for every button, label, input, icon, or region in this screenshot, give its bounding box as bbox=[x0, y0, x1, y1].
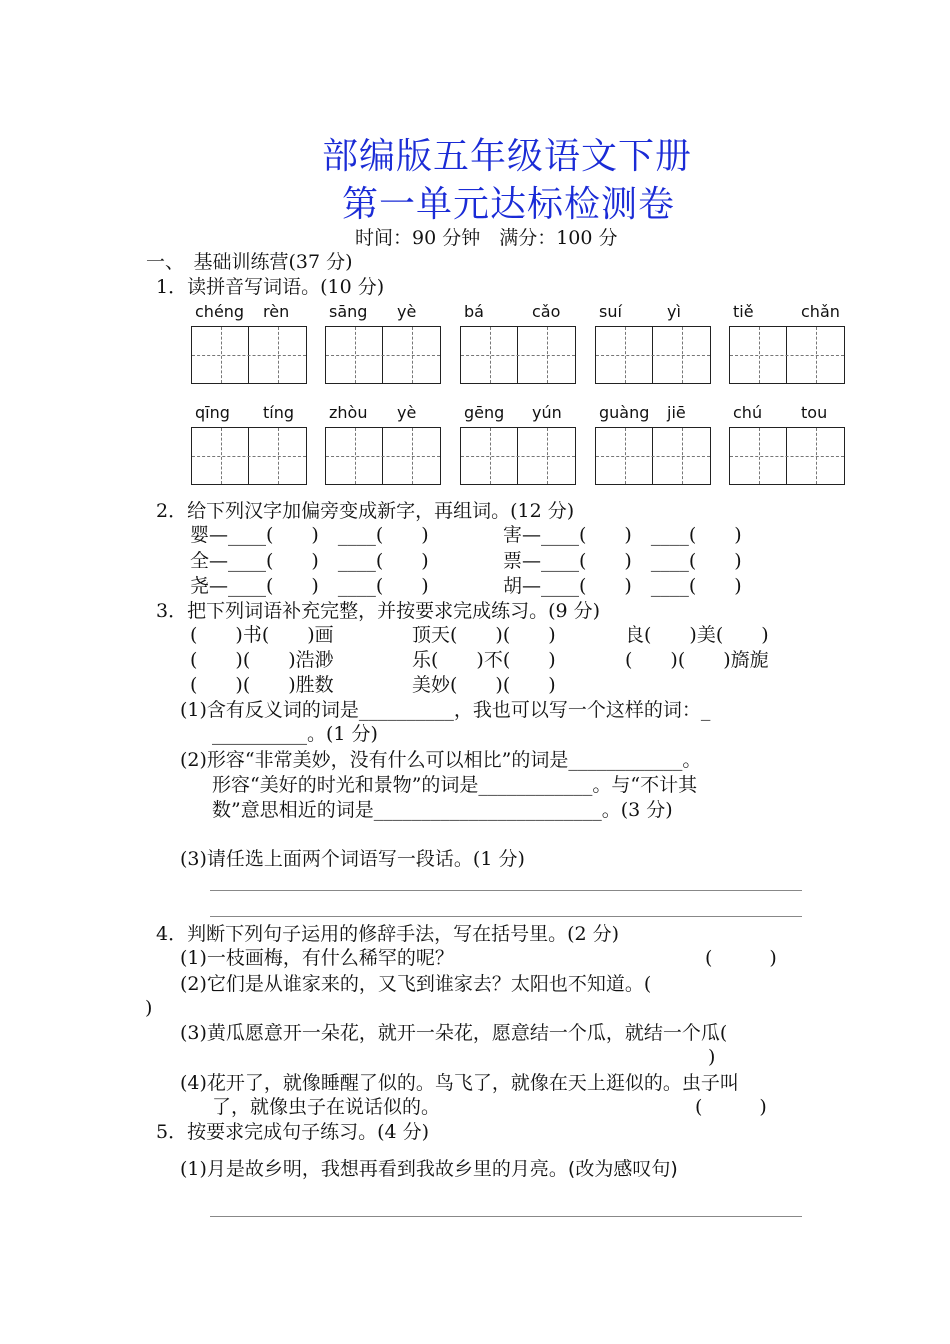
question-3-stem: 3．把下列词语补充完整，并按要求完成练习。(9 分) bbox=[156, 600, 601, 622]
question-5-stem: 5．按要求完成句子练习。(4 分) bbox=[156, 1121, 430, 1143]
pinyin-syllable: rèn bbox=[263, 302, 290, 321]
writing-grid-box[interactable] bbox=[729, 427, 845, 485]
grid-guide bbox=[682, 428, 683, 484]
pinyin-syllable: cǎo bbox=[532, 302, 561, 321]
grid-guide bbox=[625, 428, 626, 484]
exam-meta: 时间：90 分钟 满分：100 分 bbox=[355, 227, 618, 249]
pinyin-syllable: gēng bbox=[464, 403, 505, 422]
q3-sub1: (1)含有反义词的词是__________，我也可以写一个这样的词：_ bbox=[180, 699, 711, 721]
answer-paren[interactable]: ( ) bbox=[695, 1096, 767, 1118]
answer-paren[interactable]: ( ) bbox=[705, 947, 777, 969]
pinyin-syllable: yún bbox=[532, 403, 562, 422]
answer-paren-close: ) bbox=[708, 1046, 716, 1068]
radical-row: 胡—____( ) ____( ) bbox=[503, 575, 742, 597]
radical-row: 害—____( ) ____( ) bbox=[503, 524, 742, 546]
grid-guide bbox=[759, 428, 760, 484]
grid-guide bbox=[326, 355, 440, 356]
pinyin-syllable: jiē bbox=[667, 403, 686, 422]
page-title-line2: 第一单元达标检测卷 bbox=[342, 184, 676, 225]
writing-grid-box[interactable] bbox=[191, 326, 307, 384]
section-heading: 一、 基础训练营(37 分) bbox=[146, 251, 353, 273]
grid-guide bbox=[490, 327, 491, 383]
q3-sub3: (3)请任选上面两个词语写一段话。(1 分) bbox=[180, 848, 525, 870]
pinyin-syllable: chéng bbox=[195, 302, 245, 321]
pinyin-syllable: sāng bbox=[329, 302, 368, 321]
page-title-line1: 部编版五年级语文下册 bbox=[322, 136, 693, 177]
q4-sentence: (2)它们是从谁家来的，又飞到谁家去？太阳也不知道。( bbox=[180, 973, 652, 995]
grid-guide bbox=[278, 327, 279, 383]
grid-guide bbox=[461, 355, 575, 356]
grid-guide bbox=[412, 327, 413, 383]
radical-row: 尧—____( ) ____( ) bbox=[190, 575, 429, 597]
q5-sentence bbox=[180, 1157, 678, 1181]
pinyin-syllable: tou bbox=[801, 403, 828, 422]
q5-requirement: (改为感叹句) bbox=[567, 1158, 678, 1180]
grid-guide bbox=[547, 428, 548, 484]
writing-grid-box[interactable] bbox=[325, 326, 441, 384]
pinyin-syllable: yè bbox=[397, 302, 417, 321]
q5-sentence-text: (1)月是故乡明，我想再看到我故乡里的月亮。 bbox=[180, 1158, 568, 1180]
writing-grid-box[interactable] bbox=[325, 427, 441, 485]
answer-line[interactable] bbox=[210, 1216, 802, 1217]
question-4-stem: 4．判断下列句子运用的修辞手法，写在括号里。(2 分) bbox=[156, 923, 620, 945]
idiom-blank: 乐( )不( ) bbox=[412, 649, 556, 671]
grid-guide bbox=[759, 327, 760, 383]
q3-sub1-cont: __________。(1 分) bbox=[212, 723, 378, 745]
writing-grid-box[interactable] bbox=[595, 427, 711, 485]
pinyin-syllable: qīng bbox=[195, 403, 230, 422]
grid-guide bbox=[461, 456, 575, 457]
pinyin-syllable: suí bbox=[599, 302, 622, 321]
pinyin-syllable: chǎn bbox=[801, 302, 840, 321]
idiom-blank: ( )( )胜数 bbox=[190, 674, 334, 696]
grid-guide bbox=[192, 355, 306, 356]
grid-guide bbox=[221, 327, 222, 383]
writing-grid-box[interactable] bbox=[460, 427, 576, 485]
grid-guide bbox=[816, 428, 817, 484]
writing-grid-box[interactable] bbox=[595, 326, 711, 384]
writing-grid-box[interactable] bbox=[460, 326, 576, 384]
grid-guide bbox=[192, 456, 306, 457]
question-1-stem: 1．读拼音写词语。(10 分) bbox=[156, 276, 385, 298]
grid-guide bbox=[730, 355, 844, 356]
grid-guide bbox=[596, 355, 710, 356]
idiom-blank: ( )( )浩渺 bbox=[190, 649, 334, 671]
q4-sentence: (1)一枝画梅，有什么稀罕的呢？ bbox=[180, 947, 454, 969]
pinyin-syllable: zhòu bbox=[329, 403, 368, 422]
question-2-stem: 2．给下列汉字加偏旁变成新字，再组词。(12 分) bbox=[156, 500, 575, 522]
pinyin-syllable: guàng bbox=[599, 403, 650, 422]
pinyin-syllable: yè bbox=[397, 403, 417, 422]
pinyin-syllable: yì bbox=[667, 302, 681, 321]
answer-paren-close: ) bbox=[145, 997, 153, 1019]
grid-guide bbox=[412, 428, 413, 484]
q3-sub2-cont: 形容“美好的时光和景物”的词是____________。与“不计其 bbox=[212, 774, 698, 796]
grid-guide bbox=[596, 456, 710, 457]
pinyin-syllable: bá bbox=[464, 302, 484, 321]
grid-guide bbox=[816, 327, 817, 383]
grid-guide bbox=[625, 327, 626, 383]
grid-guide bbox=[326, 456, 440, 457]
idiom-blank: ( )( )旖旎 bbox=[625, 649, 769, 671]
idiom-blank: ( )书( )画 bbox=[190, 624, 334, 646]
grid-guide bbox=[221, 428, 222, 484]
q4-sentence: (4)花开了，就像睡醒了似的。鸟飞了，就像在天上逛似的。虫子叫 bbox=[180, 1072, 739, 1094]
q3-sub2-cont: 数”意思相近的词是________________________。(3 分) bbox=[212, 799, 673, 821]
q4-sentence: (3)黄瓜愿意开一朵花，就开一朵花，愿意结一个瓜，就结一个瓜( bbox=[180, 1022, 728, 1044]
pinyin-syllable: tíng bbox=[263, 403, 295, 422]
grid-guide bbox=[682, 327, 683, 383]
grid-guide bbox=[490, 428, 491, 484]
writing-grid-box[interactable] bbox=[191, 427, 307, 485]
q4-sentence-cont: 了，就像虫子在说话似的。 bbox=[212, 1096, 441, 1118]
answer-line[interactable] bbox=[210, 916, 802, 917]
grid-guide bbox=[278, 428, 279, 484]
radical-row: 全—____( ) ____( ) bbox=[190, 550, 429, 572]
radical-row: 婴—____( ) ____( ) bbox=[190, 524, 429, 546]
writing-grid-box[interactable] bbox=[729, 326, 845, 384]
radical-row: 票—____( ) ____( ) bbox=[503, 550, 742, 572]
idiom-blank: 美妙( )( ) bbox=[412, 674, 556, 696]
grid-guide bbox=[730, 456, 844, 457]
grid-guide bbox=[547, 327, 548, 383]
pinyin-syllable: tiě bbox=[733, 302, 754, 321]
idiom-blank: 良( )美( ) bbox=[625, 624, 769, 646]
grid-guide bbox=[355, 327, 356, 383]
idiom-blank: 顶天( )( ) bbox=[412, 624, 556, 646]
grid-guide bbox=[355, 428, 356, 484]
pinyin-syllable: chú bbox=[733, 403, 763, 422]
q3-sub2: (2)形容“非常美妙，没有什么可以相比”的词是____________。 bbox=[180, 749, 702, 771]
answer-line[interactable] bbox=[210, 890, 802, 891]
